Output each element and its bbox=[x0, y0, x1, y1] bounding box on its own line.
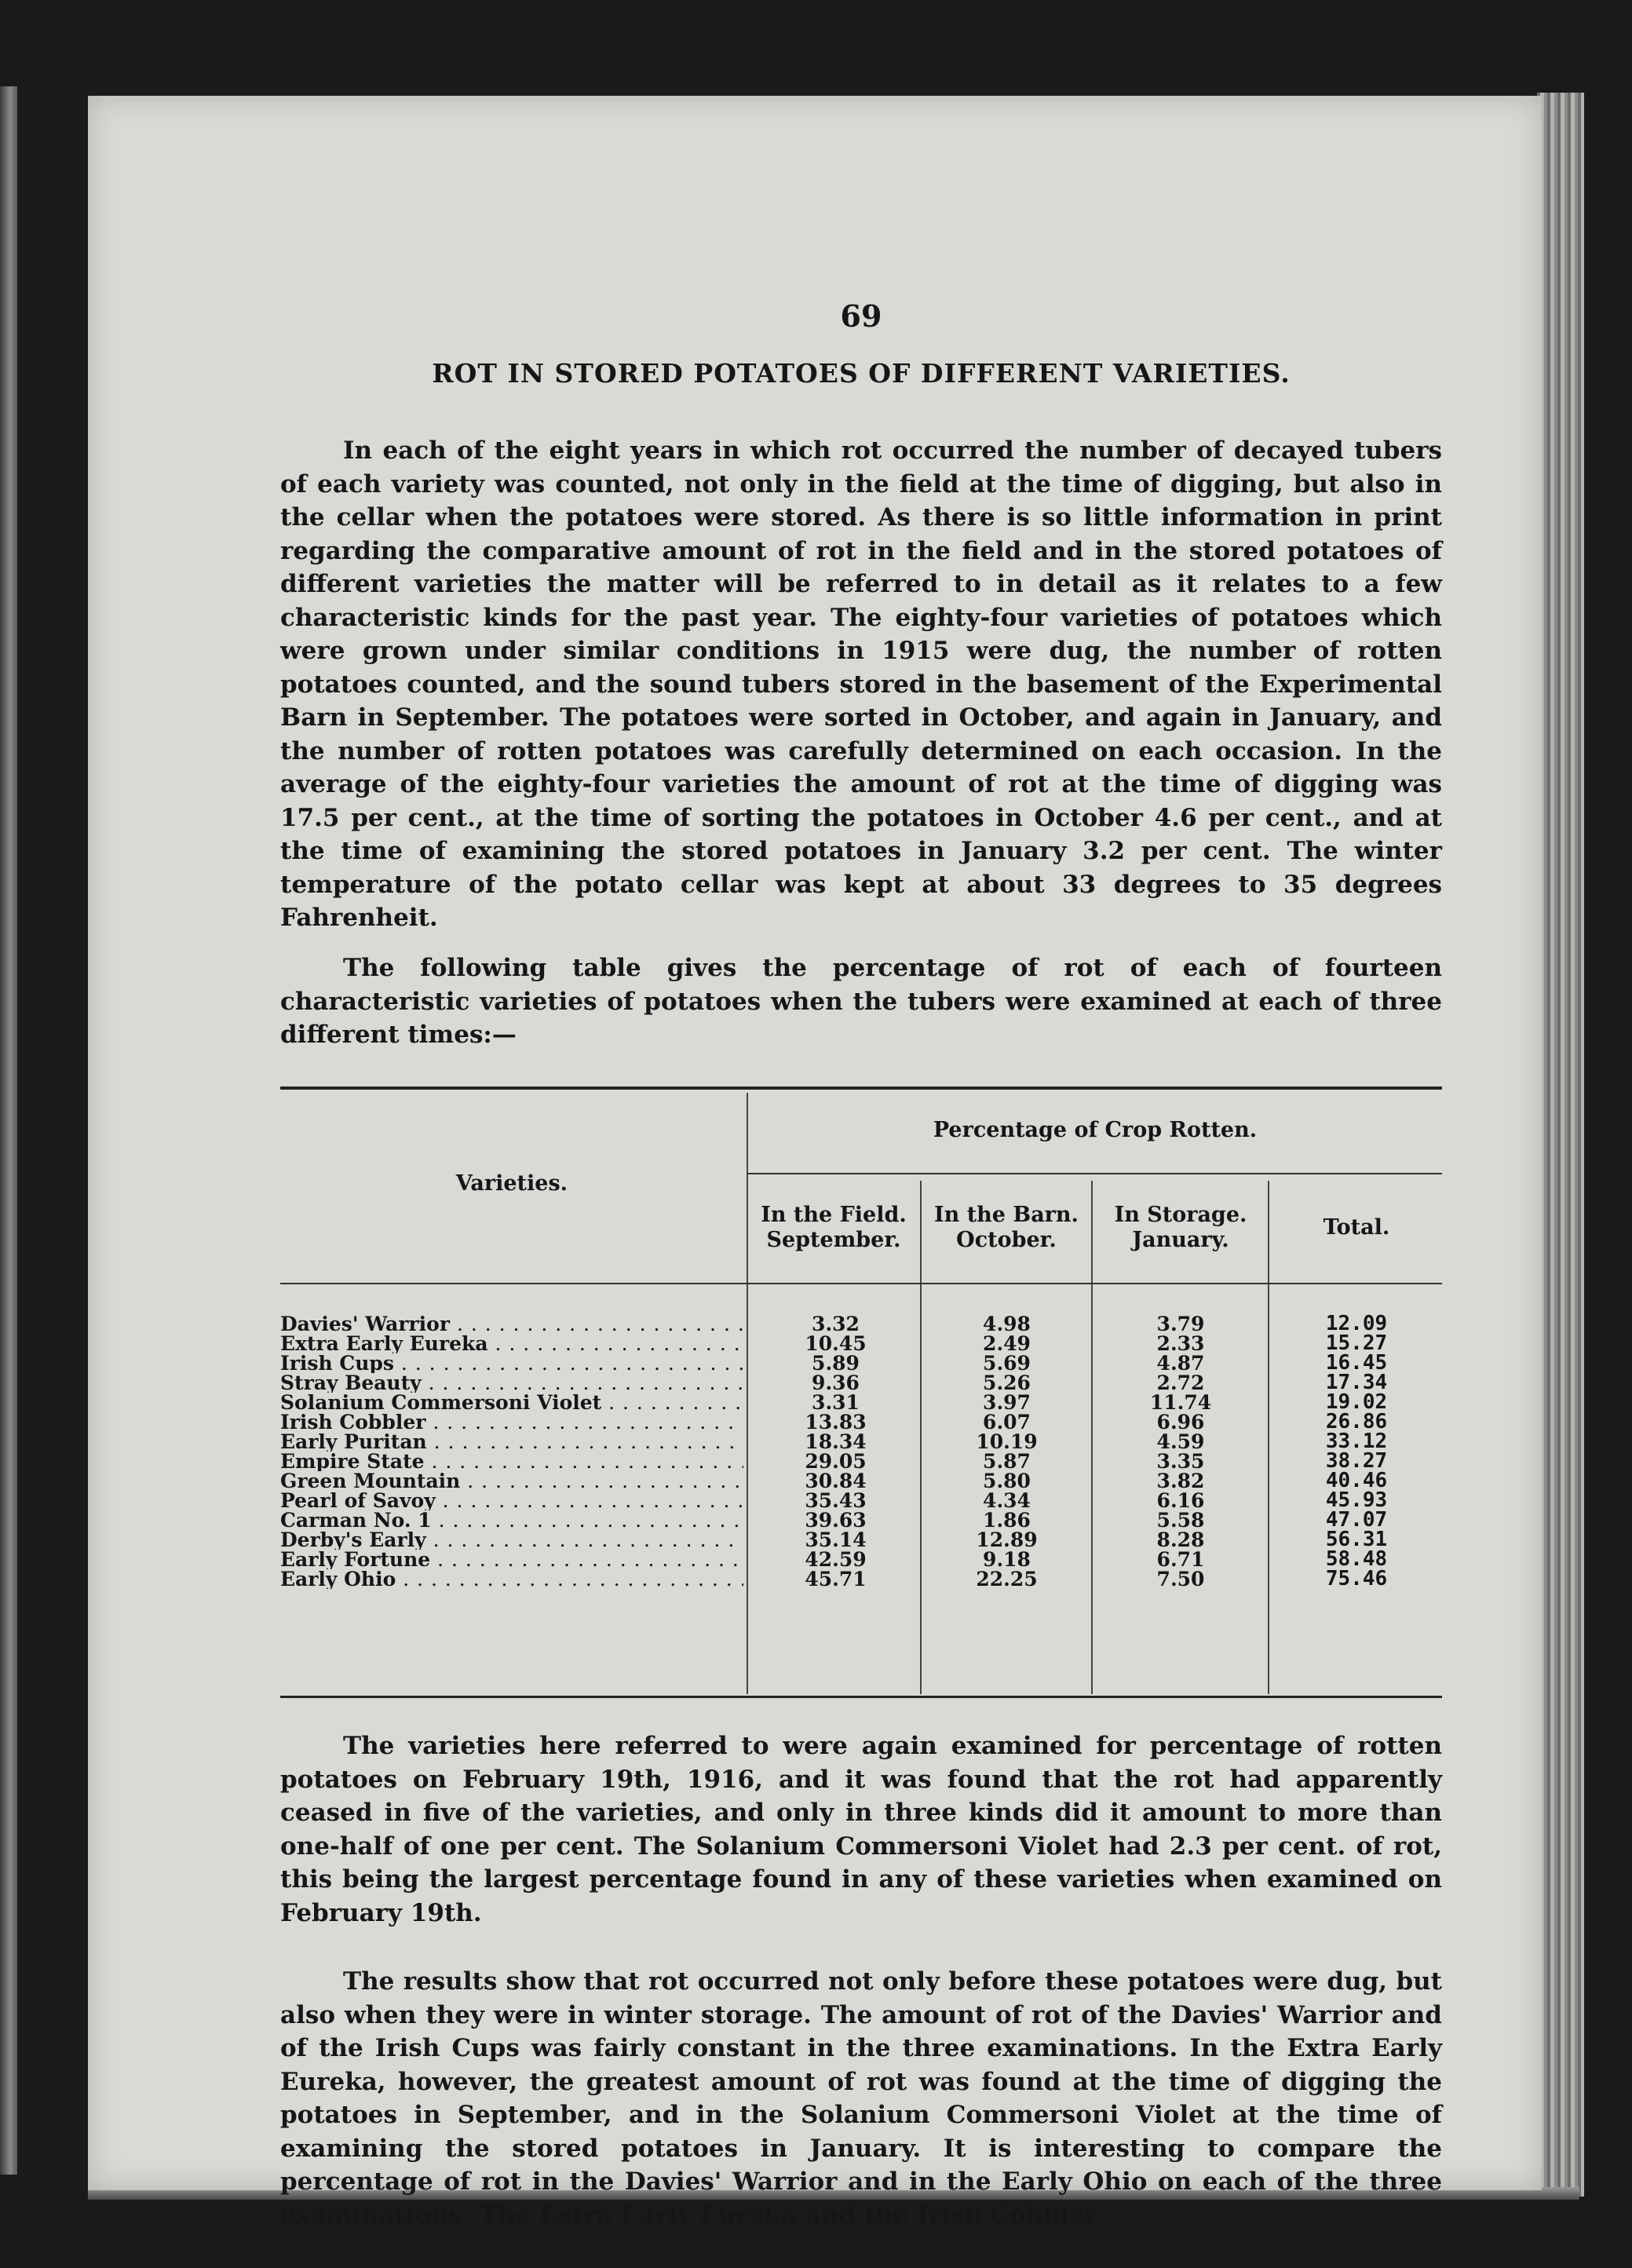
field-value: 29.05 bbox=[805, 1450, 867, 1473]
variety-name: Solanium Commersoni Violet . . . bbox=[280, 1393, 743, 1412]
total-value: 26.86 bbox=[1325, 1410, 1388, 1433]
table-row bbox=[280, 1432, 1442, 1452]
header-rule bbox=[748, 1173, 1442, 1174]
table-row bbox=[280, 1449, 1442, 1473]
barn-value: 10.19 bbox=[976, 1430, 1038, 1453]
field-value: 5.89 bbox=[812, 1352, 860, 1375]
field-value: 3.31 bbox=[812, 1391, 860, 1414]
total-value: 56.31 bbox=[1325, 1528, 1388, 1551]
paragraph-1 bbox=[280, 434, 1442, 935]
storage-value: 8.28 bbox=[1156, 1528, 1205, 1551]
field-value: 10.45 bbox=[805, 1332, 867, 1355]
barn-value: 3.97 bbox=[983, 1391, 1031, 1414]
table-row bbox=[280, 1530, 1442, 1550]
variety-name: Derby's Early . . . bbox=[280, 1530, 743, 1550]
variety-name: Early Puritan . . . bbox=[280, 1432, 743, 1452]
barn-value: 5.69 bbox=[983, 1352, 1031, 1375]
variety-name: Green Mountain . . . bbox=[280, 1471, 743, 1491]
header-bottom-rule bbox=[280, 1283, 1442, 1284]
total-value: 19.02 bbox=[1325, 1390, 1388, 1414]
paragraph-3-text: The varieties here referred to were again examined for percentage of rotten potatoes on February 19th, 1916, and it was found that the rot had apparently ceased in five of the varieties, and only in three kinds did it amount to more than one-half of one per cent. The Solanium Commersoni Violet had 2.3 per cent. of rot, this being the largest percentage found in any of these varieties when examined on February 19th. bbox=[280, 1732, 1442, 1927]
field-value: 13.83 bbox=[805, 1411, 867, 1433]
variety-name: Davies' Warrior . . . bbox=[280, 1314, 743, 1334]
total-value: 15.27 bbox=[1325, 1331, 1388, 1355]
barn-value: 5.87 bbox=[983, 1450, 1031, 1473]
variety-name: Irish Cups . . . bbox=[280, 1353, 743, 1373]
variety-name: Early Fortune . . . bbox=[280, 1550, 743, 1569]
column-header-total: Total. bbox=[1323, 1215, 1390, 1240]
storage-value: 7.50 bbox=[1156, 1568, 1205, 1591]
table-row bbox=[280, 1547, 1442, 1571]
total-value: 75.46 bbox=[1325, 1567, 1388, 1591]
field-value: 35.43 bbox=[805, 1489, 867, 1512]
book-page bbox=[88, 96, 1542, 2230]
storage-value: 4.59 bbox=[1156, 1430, 1205, 1453]
barn-value: 6.07 bbox=[983, 1411, 1031, 1433]
storage-value: 3.82 bbox=[1156, 1470, 1205, 1492]
barn-value: 1.86 bbox=[983, 1509, 1031, 1532]
storage-value: 2.33 bbox=[1156, 1332, 1205, 1355]
total-value: 40.46 bbox=[1325, 1469, 1388, 1492]
total-value: 16.45 bbox=[1325, 1351, 1388, 1375]
table-row bbox=[280, 1353, 1442, 1373]
variety-name: Empire State . . . bbox=[280, 1452, 743, 1471]
storage-value: 5.58 bbox=[1156, 1509, 1205, 1532]
storage-value: 6.16 bbox=[1156, 1489, 1205, 1512]
variety-name: Irish Cobbler . . . bbox=[280, 1412, 743, 1432]
storage-value: 4.87 bbox=[1156, 1352, 1205, 1375]
table-row bbox=[280, 1314, 1442, 1334]
storage-value: 2.72 bbox=[1156, 1371, 1205, 1394]
table-row bbox=[280, 1373, 1442, 1393]
paragraph-2-text: The following table gives the percentage of rot of each of fourteen characteristic varieties of potatoes when the tubers were examined at each of three different times:— bbox=[280, 954, 1442, 1049]
paragraph-2 bbox=[280, 951, 1442, 1052]
table-top-rule bbox=[280, 1087, 1442, 1090]
storage-value: 6.71 bbox=[1156, 1548, 1205, 1571]
table-row bbox=[280, 1569, 1442, 1589]
paragraph-1-text: In each of the eight years in which rot occurred the number of decayed tubers of each variety was counted, not only in the field at the time of digging, but also in the cellar when the potatoes were stored. As there is so little information in print regarding the comparative amount of rot in the field and in the stored potatoes of different varieties the matter will be referred to in detail as it relates to a few characteristic kinds for the past year. The eighty-four varieties of potatoes which were grown under similar conditions in 1915 were dug, the number of rotten potatoes counted, and the sound tubers stored in the basement of the Experimental Barn in September. The potatoes were sorted in October, and again in January, and the number of rotten potatoes was carefully determined on each occasion. In the average of the eighty-four varieties the amount of rot at the time of digging was 17.5 per cent., at the time of sorting the potatoes in October 4.6 per cent., and at the time of examining the stored potatoes in January 3.2 per cent. The winter temperature of the potato cellar was kept at about 33 degrees to 35 degrees Fahrenheit. bbox=[280, 436, 1442, 932]
barn-value: 2.49 bbox=[983, 1332, 1031, 1355]
barn-value: 5.26 bbox=[983, 1371, 1031, 1394]
field-value: 35.14 bbox=[805, 1528, 867, 1551]
field-value: 3.32 bbox=[812, 1313, 860, 1335]
barn-value: 4.34 bbox=[983, 1489, 1031, 1512]
varieties-header: Varieties. bbox=[455, 1171, 568, 1196]
book-left-edge bbox=[0, 86, 17, 2175]
total-value: 12.09 bbox=[1325, 1312, 1388, 1335]
table-row bbox=[280, 1488, 1442, 1512]
section-heading: ROT IN STORED POTATOES OF DIFFERENT VARIETIES. bbox=[432, 358, 1291, 389]
total-value: 38.27 bbox=[1325, 1449, 1388, 1473]
variety-name: Extra Early Eureka . . . bbox=[280, 1334, 743, 1353]
field-value: 42.59 bbox=[805, 1548, 867, 1571]
barn-value: 12.89 bbox=[976, 1528, 1038, 1551]
total-value: 45.93 bbox=[1325, 1488, 1388, 1512]
book-page-edges bbox=[1537, 93, 1584, 2197]
variety-name: Pearl of Savoy . . . bbox=[280, 1491, 743, 1510]
table-row bbox=[280, 1390, 1442, 1414]
field-value: 18.34 bbox=[805, 1430, 867, 1453]
total-value: 58.48 bbox=[1325, 1547, 1388, 1571]
barn-value: 9.18 bbox=[983, 1548, 1031, 1571]
field-value: 9.36 bbox=[812, 1371, 860, 1394]
barn-value: 22.25 bbox=[976, 1568, 1038, 1591]
table-bottom-rule bbox=[280, 1696, 1442, 1698]
variety-name: Carman No. 1 . . . bbox=[280, 1510, 743, 1530]
field-value: 30.84 bbox=[805, 1470, 867, 1492]
table-row bbox=[280, 1510, 1442, 1530]
storage-value: 3.79 bbox=[1156, 1313, 1205, 1335]
field-value: 45.71 bbox=[805, 1568, 867, 1591]
variety-name: Stray Beauty . . . bbox=[280, 1373, 743, 1393]
total-value: 33.12 bbox=[1325, 1430, 1388, 1453]
group-header: Percentage of Crop Rotten. bbox=[933, 1118, 1258, 1142]
page-number: 69 bbox=[840, 298, 882, 334]
table-row bbox=[280, 1412, 1442, 1432]
column-header-barn: In the Barn. October. bbox=[934, 1203, 1079, 1252]
field-value: 39.63 bbox=[805, 1509, 867, 1532]
paragraph-4 bbox=[280, 1965, 1442, 2232]
total-value: 47.07 bbox=[1325, 1508, 1388, 1532]
storage-value: 3.35 bbox=[1156, 1450, 1205, 1473]
storage-value: 11.74 bbox=[1149, 1391, 1212, 1414]
table-row bbox=[280, 1471, 1442, 1491]
storage-value: 6.96 bbox=[1156, 1411, 1205, 1433]
variety-name: Early Ohio . . . bbox=[280, 1569, 743, 1589]
paragraph-4-text: The results show that rot occurred not only before these potatoes were dug, but also when they were in winter storage. The amount of rot of the Davies' Warrior and of the Irish Cups was fairly constant in the three examinations. In the Extra Early Eureka, however, the greatest amount of rot was found at the time of digging the potatoes in September, and in the Solanium Commersoni Violet at the time of examining the stored potatoes in January. It is interesting to compare the percentage of rot in the Davies' Warrior and in the Early Ohio on each of the three examinations. The Extra Early Eureka and the Irish Cobbler bbox=[280, 1967, 1442, 2230]
rot-percentage-table bbox=[280, 1087, 1442, 1699]
barn-value: 5.80 bbox=[983, 1470, 1031, 1492]
column-header-field: In the Field. September. bbox=[761, 1203, 907, 1252]
total-value: 17.34 bbox=[1325, 1371, 1388, 1394]
column-header-storage: In Storage. January. bbox=[1114, 1203, 1247, 1252]
table-row bbox=[280, 1331, 1442, 1355]
paragraph-3 bbox=[280, 1729, 1442, 1930]
barn-value: 4.98 bbox=[983, 1313, 1031, 1335]
